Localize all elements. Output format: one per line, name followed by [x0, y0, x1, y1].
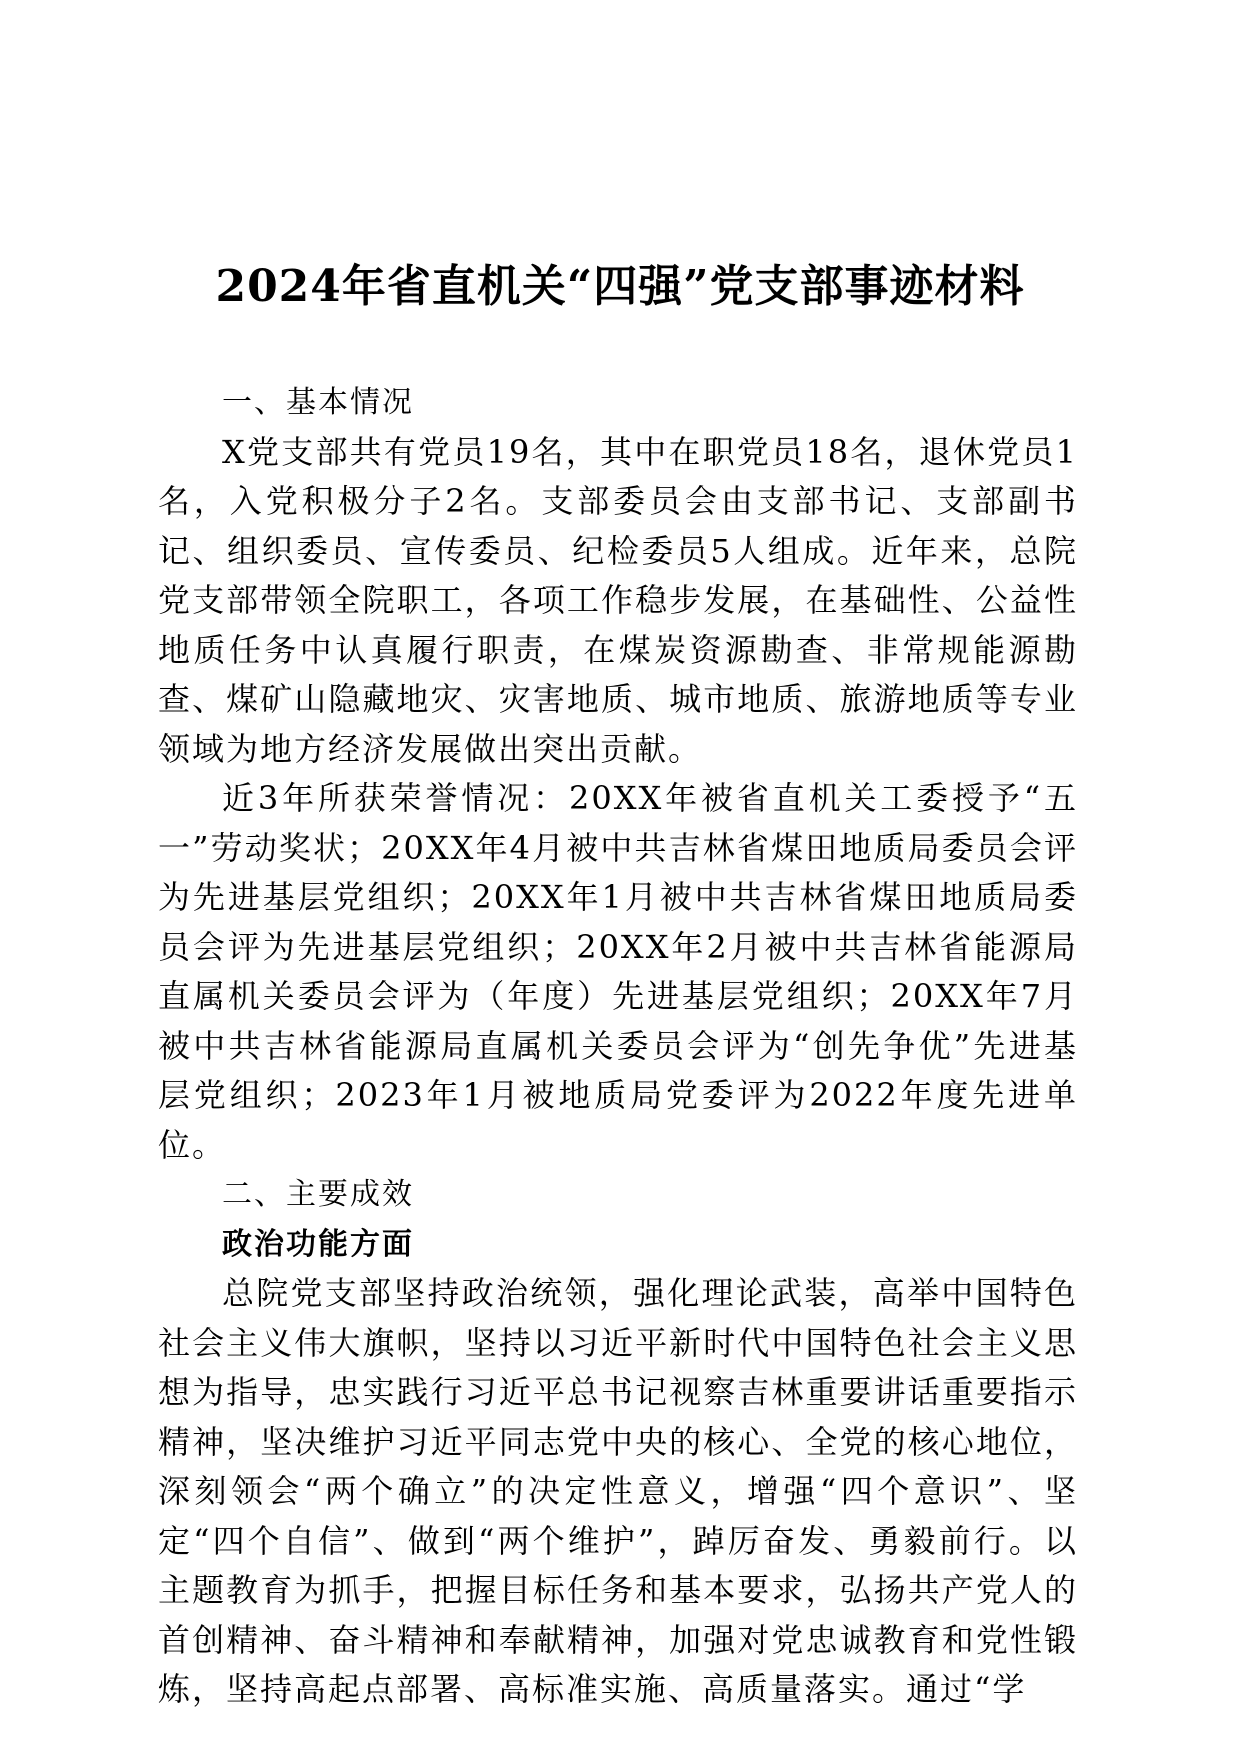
paragraph-membership: X党支部共有党员19名，其中在职党员18名，退休党员1名，入党积极分子2名。支部委员会由支部书记、支部副书记、组织委员、宣传委员、纪检委员5人组成。近年来，总院党支部带领全院职工，各项工作稳步发展，在基础性、公益性地质任务中认真履行职责，在煤炭资源勘查、非常规能源勘查、煤矿山隐藏地灾、灾害地质、城市地质、旅游地质等专业领域为地方经济发展做出突出贡献。 [158, 432, 1078, 768]
document-title: 2024年省直机关“四强”党支部事迹材料 [215, 261, 1025, 313]
document-body [158, 378, 1078, 1715]
paragraph-honors: 近3年所获荣誉情况：20XX年被省直机关工委授予“五一”劳动奖状；20XX年4月被中共吉林省煤田地质局委员会评为先进基层党组织；20XX年1月被中共吉林省煤田地质局委员会评为先进基层党组织；20XX年2月被中共吉林省能源局直属机关委员会评为（年度）先进基层党组织；20XX年7月被中共吉林省能源局直属机关委员会评为“创先争优”先进基层党组织；2023年1月被地质局党委评为2022年度先进单位。 [158, 779, 1078, 1164]
paragraph-political-function: 总院党支部坚持政治统领，强化理论武装，高举中国特色社会主义伟大旗帜，坚持以习近平新时代中国特色社会主义思想为指导，忠实践行习近平总书记视察吉林重要讲话重要指示精神，坚决维护习近平同志党中央的核心、全党的核心地位，深刻领会“两个确立”的决定性意义，增强“四个意识”、坚定“四个自信”、做到“两个维护”，踔厉奋发、勇毅前行。以主题教育为抓手，把握目标任务和基本要求，弘扬共产党人的首创精神、奋斗精神和奉献精神，加强对党忠诚教育和党性锻炼，坚持高起点部署、高标准实施、高质量落实。通过“学 [158, 1274, 1078, 1708]
section-heading-basic-info: 一、基本情况 [222, 385, 414, 420]
subheading-political-function: 政治功能方面 [222, 1226, 414, 1262]
section-heading-main-results: 二、主要成效 [222, 1177, 414, 1212]
